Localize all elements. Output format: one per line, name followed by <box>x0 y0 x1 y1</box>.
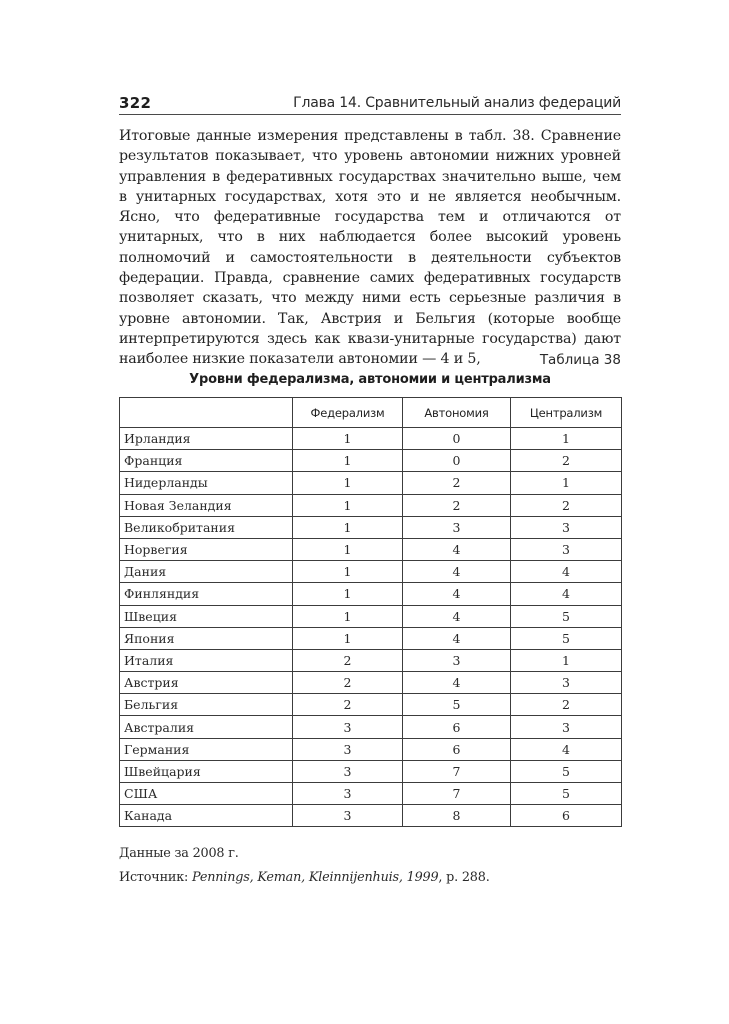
table-row <box>120 472 622 494</box>
table-cell-centralism: 3 <box>511 672 622 694</box>
table-cell-country: Финляндия <box>120 583 293 605</box>
table-cell-country: Франция <box>120 450 293 472</box>
table-cell-country: Дания <box>120 561 293 583</box>
table-row <box>120 694 622 716</box>
table-cell-country: Канада <box>120 805 293 827</box>
table-cell-federalism: 1 <box>293 472 403 494</box>
table-cell-federalism: 3 <box>293 783 403 805</box>
table-cell-country: Норвегия <box>120 538 293 560</box>
table-cell-centralism: 4 <box>511 561 622 583</box>
table-cell-federalism: 2 <box>293 672 403 694</box>
table-cell-centralism: 3 <box>511 538 622 560</box>
table-cell-centralism: 3 <box>511 516 622 538</box>
table-row <box>120 494 622 516</box>
table-cell-federalism: 1 <box>293 538 403 560</box>
table-row <box>120 760 622 782</box>
table-cell-autonomy: 4 <box>403 605 511 627</box>
table-body <box>120 428 622 827</box>
table-cell-federalism: 1 <box>293 561 403 583</box>
table-title: Уровни федерализма, автономии и централизма <box>189 372 551 387</box>
table-row <box>120 627 622 649</box>
table-cell-autonomy: 4 <box>403 627 511 649</box>
table-cell-country: Бельгия <box>120 694 293 716</box>
source-prefix: Источник: <box>119 870 193 885</box>
table-cell-federalism: 2 <box>293 694 403 716</box>
table-cell-country: Великобритания <box>120 516 293 538</box>
table-cell-country: Нидерланды <box>120 472 293 494</box>
table-cell-country: США <box>120 783 293 805</box>
table-row <box>120 672 622 694</box>
table-cell-centralism: 1 <box>511 428 622 450</box>
table-row <box>120 649 622 671</box>
table-cell-autonomy: 0 <box>403 450 511 472</box>
table-cell-centralism: 5 <box>511 783 622 805</box>
page-number: 322 <box>119 94 152 112</box>
table-cell-country: Швейцария <box>120 760 293 782</box>
table-row <box>120 783 622 805</box>
running-header <box>119 94 621 115</box>
table-cell-autonomy: 4 <box>403 672 511 694</box>
table-cell-federalism: 1 <box>293 450 403 472</box>
table-cell-federalism: 3 <box>293 716 403 738</box>
chapter-title: Глава 14. Сравнительный анализ федераций <box>293 95 621 111</box>
table-cell-country: Германия <box>120 738 293 760</box>
table-cell-autonomy: 7 <box>403 783 511 805</box>
source-authors: Pennings, Keman, Kleinnijenhuis, 1999 <box>192 870 439 885</box>
table-cell-centralism: 3 <box>511 716 622 738</box>
table-row <box>120 450 622 472</box>
table-cell-autonomy: 2 <box>403 472 511 494</box>
table-row <box>120 428 622 450</box>
table-cell-country: Новая Зеландия <box>120 494 293 516</box>
table-cell-federalism: 1 <box>293 605 403 627</box>
table-cell-autonomy: 7 <box>403 760 511 782</box>
table-cell-federalism: 1 <box>293 583 403 605</box>
table-cell-federalism: 3 <box>293 805 403 827</box>
table-cell-country: Ирландия <box>120 428 293 450</box>
table-cell-autonomy: 0 <box>403 428 511 450</box>
table-cell-federalism: 1 <box>293 627 403 649</box>
table-cell-autonomy: 5 <box>403 694 511 716</box>
table-cell-country: Австралия <box>120 716 293 738</box>
table-row <box>120 561 622 583</box>
table-row <box>120 716 622 738</box>
table-cell-federalism: 1 <box>293 516 403 538</box>
table-cell-autonomy: 6 <box>403 738 511 760</box>
column-header-country <box>120 398 293 428</box>
table-row <box>120 605 622 627</box>
table-cell-country: Австрия <box>120 672 293 694</box>
federalism-table <box>119 397 622 827</box>
table-cell-autonomy: 6 <box>403 716 511 738</box>
table-cell-autonomy: 2 <box>403 494 511 516</box>
table-row <box>120 516 622 538</box>
table-cell-centralism: 5 <box>511 605 622 627</box>
body-paragraph: Итоговые данные измерения представлены в табл. 38. Сравнение результатов показывает, что уровень автономии нижних уровней управления в федеративных государствах значительно выше, чем в унитарных государствах, хотя это и не является необычным. Ясно, что федеративные государства тем и отличаются от унитарных, что в них наблюдается более высокий уровень полномочий и самостоятельности в деятельности субъектов федерации. Правда, сравнение самих федеративных государств позволяет сказать, что между ними есть серьезные различия в уровне автономии. Так, Австрия и Бельгия (которые вообще интерпретируются здесь как квази-унитарные государства) дают наиболее низкие показатели автономии — 4 и 5, <box>119 128 621 368</box>
table-cell-autonomy: 3 <box>403 516 511 538</box>
table-cell-centralism: 5 <box>511 627 622 649</box>
source-suffix: , p. 288. <box>438 870 490 885</box>
table-row <box>120 538 622 560</box>
table-cell-federalism: 3 <box>293 760 403 782</box>
table-cell-autonomy: 4 <box>403 583 511 605</box>
source-note <box>119 870 490 885</box>
table-cell-autonomy: 4 <box>403 561 511 583</box>
table-cell-federalism: 3 <box>293 738 403 760</box>
table-row <box>120 738 622 760</box>
column-header-centralism: Централизм <box>511 398 622 428</box>
table-cell-autonomy: 4 <box>403 538 511 560</box>
table-cell-country: Швеция <box>120 605 293 627</box>
table-label: Таблица 38 <box>539 352 621 368</box>
table-cell-centralism: 6 <box>511 805 622 827</box>
table-cell-federalism: 1 <box>293 428 403 450</box>
table-cell-centralism: 2 <box>511 694 622 716</box>
table-row <box>120 805 622 827</box>
table-cell-country: Япония <box>120 627 293 649</box>
table-cell-centralism: 1 <box>511 649 622 671</box>
table-cell-centralism: 2 <box>511 450 622 472</box>
column-header-federalism: Федерализм <box>293 398 403 428</box>
column-header-autonomy: Автономия <box>403 398 511 428</box>
table-cell-centralism: 2 <box>511 494 622 516</box>
table-cell-federalism: 2 <box>293 649 403 671</box>
table-cell-country: Италия <box>120 649 293 671</box>
data-year-note: Данные за 2008 г. <box>119 846 239 861</box>
table-row <box>120 583 622 605</box>
table-header-row <box>120 398 622 428</box>
table-cell-centralism: 1 <box>511 472 622 494</box>
table-cell-centralism: 4 <box>511 583 622 605</box>
table-cell-centralism: 5 <box>511 760 622 782</box>
table-cell-federalism: 1 <box>293 494 403 516</box>
table-cell-autonomy: 3 <box>403 649 511 671</box>
table-cell-centralism: 4 <box>511 738 622 760</box>
table-cell-autonomy: 8 <box>403 805 511 827</box>
